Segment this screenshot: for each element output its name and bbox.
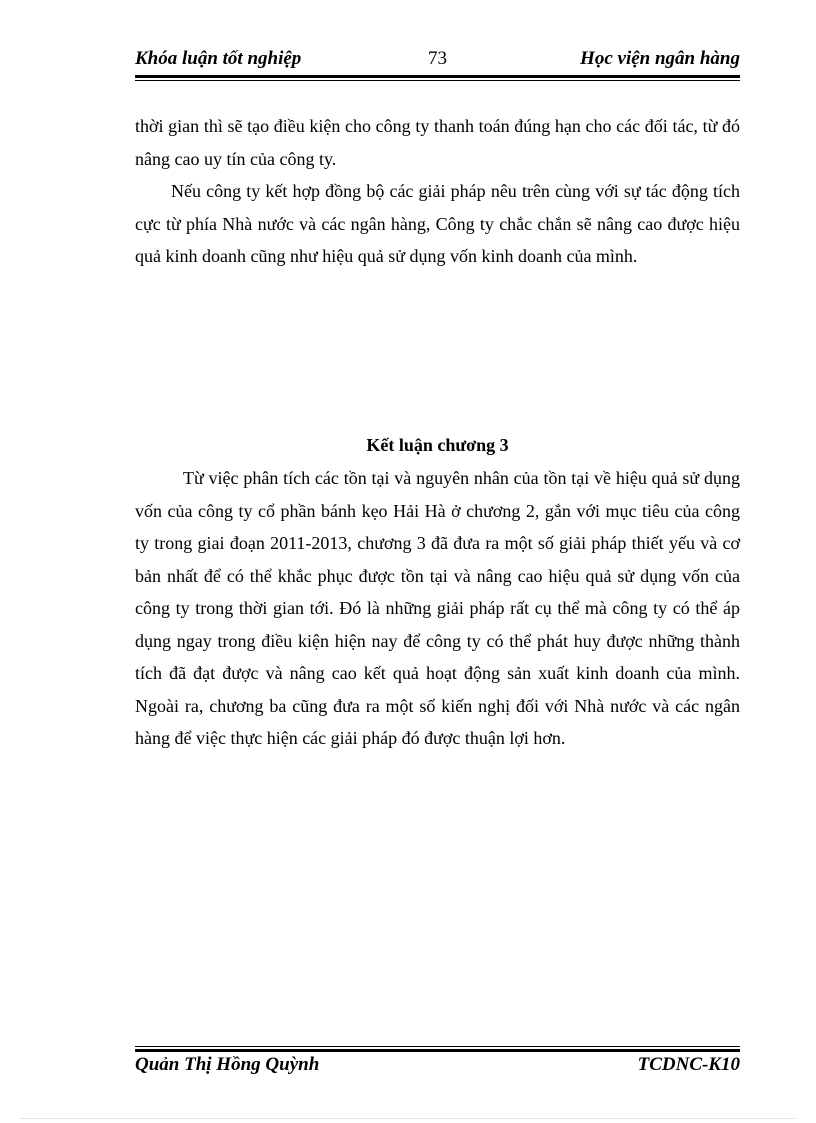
page-edge: [20, 1118, 796, 1119]
footer-author: Quản Thị Hồng Quỳnh: [135, 1054, 320, 1075]
page-number: 73: [428, 48, 447, 69]
footer-rule-thin: [135, 1046, 740, 1047]
paragraph-conclusion: Nếu công ty kết hợp đồng bộ các giải pháp nêu trên cùng với sự tác động tích cực từ phía Nhà nước và các ngân hàng, Công ty chắc chắn sẽ nâng cao được hiệu quả kinh doanh cũng như hiệu quả sử dụng vốn kinh doanh của mình.: [135, 181, 740, 266]
header-rule-thick: [135, 75, 740, 78]
section-paragraph: Từ việc phân tích các tồn tại và nguyên nhân của tồn tại về hiệu quả sử dụng vốn của công ty cổ phần bánh kẹo Hải Hà ở chương 2, gắn với mục tiêu của công ty trong giai đoạn 2011-2013, chương 3 đã đưa ra một số giải pháp thiết yếu và cơ bản nhất để có thể khắc phục được tồn tại và nâng cao hiệu quả sử dụng vốn của công ty trong thời gian tới. Đó là những giải pháp rất cụ thể mà công ty có thể áp dụng ngay trong điều kiện hiện nay để công ty có thể phát huy được những thành tích đã đạt được và nâng cao kết quả hoạt động sản xuất kinh doanh của mình. Ngoài ra, chương ba cũng đưa ra một số kiến nghị đối với Nhà nước và các ngân hàng để việc thực hiện các giải pháp đó được thuận lợi hơn.: [135, 468, 740, 748]
page-footer: [135, 1054, 740, 1078]
body-continuation: [135, 110, 740, 273]
footer-rule-thick: [135, 1049, 740, 1052]
page-header: [135, 48, 740, 72]
header-thesis-label: Khóa luận tốt nghiệp: [135, 48, 302, 69]
section-title: Kết luận chương 3: [366, 435, 509, 455]
footer-class-code: TCDNC-K10: [637, 1054, 740, 1075]
paragraph-continued: thời gian thì sẽ tạo điều kiện cho công ty thanh toán đúng hạn cho các đối tác, từ đó nâng cao uy tín của công ty.: [135, 116, 740, 169]
header-rule-thin: [135, 80, 740, 81]
section-body: [135, 462, 740, 755]
header-institution: Học viện ngân hàng: [580, 48, 740, 69]
